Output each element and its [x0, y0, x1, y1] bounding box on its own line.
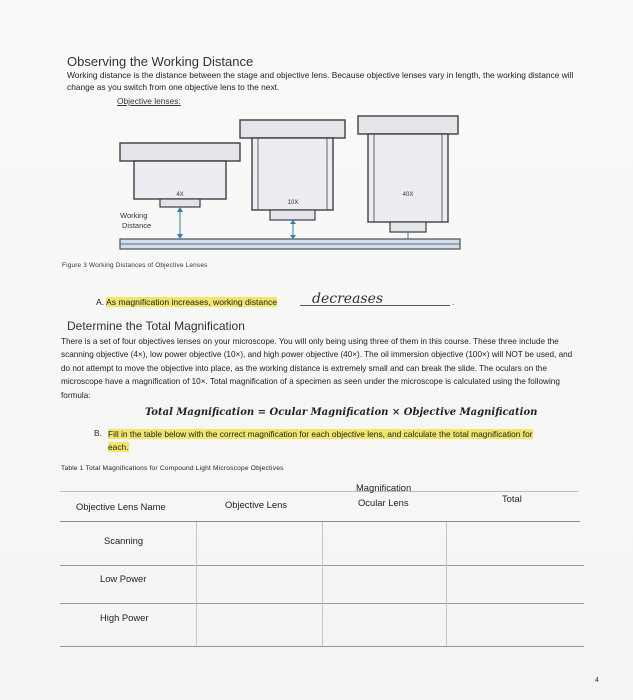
cell-high-power-objective[interactable] [198, 605, 320, 645]
question-a-prefix: A. [96, 297, 105, 307]
cell-scanning-total[interactable] [448, 523, 580, 564]
header-objective-lens-name: Objective Lens Name [76, 501, 166, 512]
question-a [96, 297, 277, 307]
cell-scanning-ocular[interactable] [324, 523, 444, 564]
intro-paragraph: Working distance is the distance between the stage and objective lens. Because objective lenses vary in length, the working distance will change as you switch from one objective lens to the next. [67, 70, 574, 92]
figure-caption: Figure 3 Working Distances of Objective Lenses [62, 262, 208, 269]
lens-label-10x: 10X [287, 200, 299, 206]
working-distance-label-2: Distance [122, 221, 152, 230]
header-total: Total [502, 493, 522, 504]
question-b-prefix: B. [94, 428, 102, 438]
table-col-divider-3 [446, 522, 447, 646]
body-paragraph: There is a set of four objectives lenses on your microscope. You will only being using three of them in this course. These three include the scanning objective (4×), low power objective (10×), and high power objective (40×). The oil immersion objective (100×) will NOT be used, and do not attempt to move the objective into place, as the working distance is extremely small and can break the slide. The oculars on the microscope have a magnification of 10×. Total magnification of a specimen as seen under the microscope is calculated using the following formula: [61, 337, 573, 400]
cell-scanning-objective[interactable] [198, 523, 320, 564]
question-b [108, 428, 548, 454]
objective-lenses-label: Objective lenses: [117, 96, 181, 106]
row-scanning-label: Scanning [104, 535, 144, 546]
table-col-divider-2 [322, 522, 323, 646]
cell-high-power-ocular[interactable] [324, 605, 444, 645]
question-b-text: Fill in the table below with the correct magnification for each objective lens, and calculate the total magnification for each. [108, 429, 533, 452]
table-caption: Table 1 Total Magnifications for Compound Light Microscope Objectives [61, 465, 284, 472]
section-heading: Observing the Working Distance [67, 54, 254, 69]
table-row-rule-3 [60, 646, 584, 647]
table-line-top [60, 491, 578, 492]
objective-10x [240, 120, 345, 239]
objective-40x [358, 116, 458, 239]
cell-low-power-total[interactable] [448, 567, 580, 602]
table-col-divider-1 [196, 522, 197, 646]
question-a-suffix: . [452, 297, 455, 307]
header-objective-lens: Objective Lens [225, 499, 288, 510]
working-distance-label-1: Working [120, 211, 148, 220]
lens-label-4x: 4X [176, 192, 184, 198]
header-magnification: Magnification [356, 482, 412, 493]
header-ocular-lens: Ocular Lens [358, 497, 409, 508]
row-low-power-label: Low Power [100, 573, 147, 584]
cell-low-power-objective[interactable] [198, 567, 320, 602]
cell-high-power-total[interactable] [448, 605, 580, 645]
lens-label-40x: 40X [402, 192, 414, 198]
cell-low-power-ocular[interactable] [324, 567, 444, 602]
working-distance-diagram [90, 108, 470, 258]
question-a-answer[interactable]: decreases [312, 291, 384, 307]
row-high-power-label: High Power [100, 612, 149, 623]
section-title: Determine the Total Magnification [67, 319, 245, 333]
table-header-rule [60, 521, 580, 522]
formula: Total Magnification = Ocular Magnification × Objective Magnification [145, 407, 538, 418]
question-a-text: As magnification increases, working distance [106, 297, 278, 307]
page-number: 4 [595, 677, 599, 684]
